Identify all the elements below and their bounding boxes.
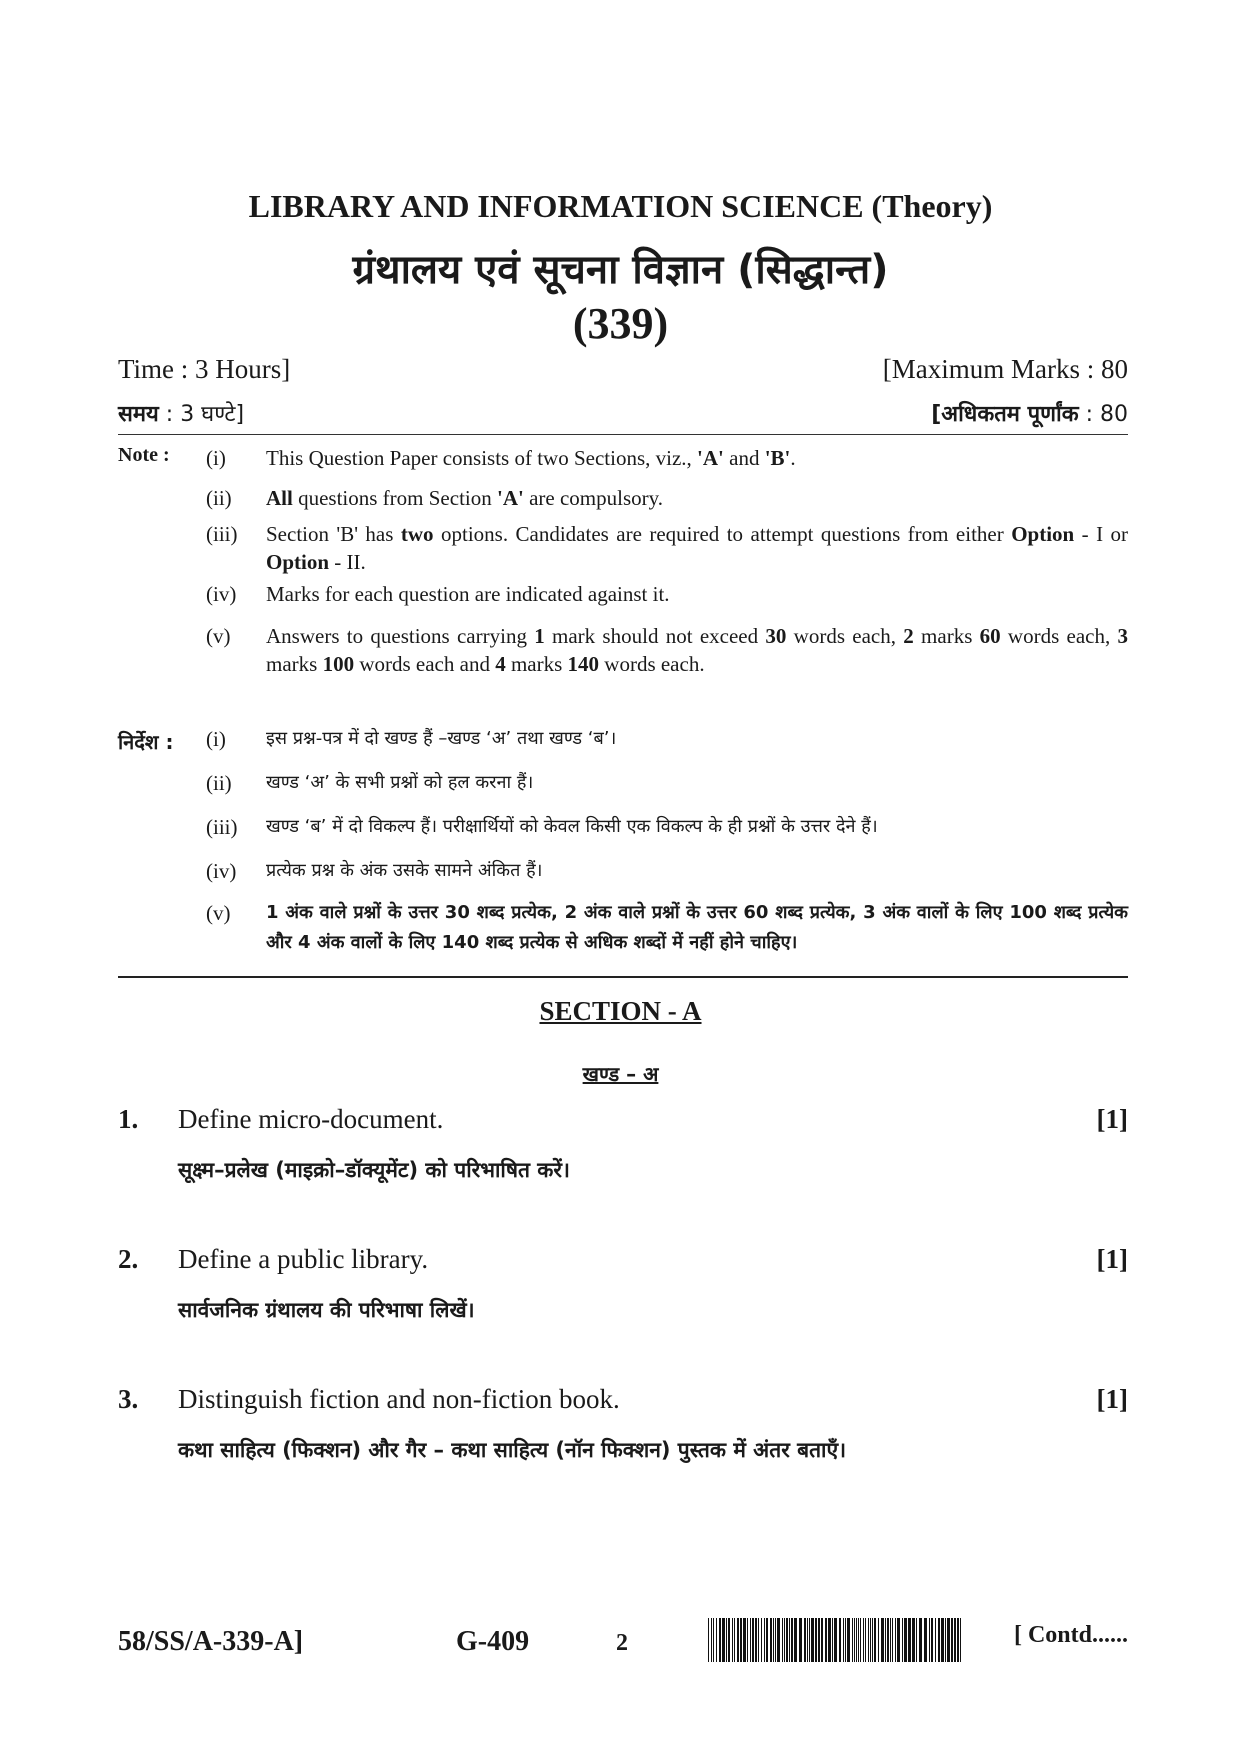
- max-marks-hindi-value: : 80: [1078, 402, 1128, 427]
- instructions-divider: [118, 976, 1128, 978]
- question-number: 3.: [118, 1384, 139, 1414]
- nidesh-item-text: इस प्रश्न-पत्र में दो खण्ड हैं –खण्ड ‘अ’ तथा खण्ड ‘ब’।: [266, 728, 617, 749]
- note-item-text: Answers to questions carrying 1 mark should not exceed 30 words each, 2 marks 60 words each, 3 marks 100 words each and 4 marks 140 words each.: [266, 624, 1129, 676]
- max-marks-hindi-label: [अधिकतम पूर्णांक: [931, 402, 1079, 427]
- barcode-bar: [892, 1618, 893, 1662]
- barcode-bar: [775, 1618, 776, 1662]
- barcode-bar: [935, 1618, 936, 1662]
- note-item-number: (i): [206, 446, 226, 470]
- question: [118, 1104, 1128, 1204]
- nidesh-item: [206, 768, 1128, 798]
- time-hindi: [118, 398, 244, 428]
- max-marks-hindi: [931, 398, 1128, 428]
- barcode-bar: [708, 1618, 709, 1662]
- barcode-bar: [777, 1618, 780, 1662]
- footer-series: G-409: [456, 1626, 530, 1657]
- barcode-bar: [804, 1618, 806, 1662]
- barcode-bar: [839, 1618, 841, 1662]
- barcode-bar: [916, 1618, 917, 1662]
- barcode-bar: [895, 1618, 896, 1662]
- nidesh-item: [206, 812, 1128, 842]
- nidesh-item-text: खण्ड ‘अ’ के सभी प्रश्नों को हल करना हैं।: [266, 772, 534, 793]
- barcode-bar: [722, 1618, 725, 1662]
- barcode-bar: [743, 1618, 746, 1662]
- barcode-bar: [734, 1618, 735, 1662]
- barcode-bar: [728, 1618, 730, 1662]
- barcode-bar: [919, 1618, 922, 1662]
- question-marks: [1]: [1096, 1104, 1128, 1134]
- question-text-english: Define micro-document.: [178, 1104, 444, 1134]
- barcode-bar: [863, 1618, 864, 1662]
- footer-page-number: 2: [616, 1630, 628, 1656]
- nidesh-item: [206, 856, 1128, 886]
- barcode-bar: [843, 1618, 844, 1662]
- barcode-bar: [872, 1618, 873, 1662]
- subject-title-english: LIBRARY AND INFORMATION SCIENCE (Theory): [248, 188, 993, 224]
- nidesh-item-number: (iii): [206, 815, 238, 839]
- barcode-bar: [870, 1618, 871, 1662]
- nidesh-item-text: 1 अंक वाले प्रश्नों के उत्तर 30 शब्द प्रत्येक, 2 अंक वाले प्रश्नों के उत्तर 60 शब्द प्रत्येक, 3 अंक वालों के लिए 100 शब्द प्रत्येक और 4 अंक वालों के लिए 140 शब्द प्रत्येक से अधिक शब्दों में नहीं होने चाहिए।: [266, 902, 1128, 953]
- barcode-bar: [860, 1618, 861, 1662]
- barcode-bar: [858, 1618, 859, 1662]
- max-marks-english: [Maximum Marks : 80: [882, 354, 1128, 384]
- barcode-bar: [764, 1618, 765, 1662]
- question-text-english: Define a public library.: [178, 1244, 429, 1274]
- barcode-bar: [818, 1618, 820, 1662]
- barcode-bar: [874, 1618, 876, 1662]
- barcode-bar: [747, 1618, 748, 1662]
- note-item: [206, 580, 1128, 608]
- barcode-bar: [834, 1618, 837, 1662]
- header-divider: [118, 434, 1128, 435]
- note-item-text: All questions from Section 'A' are compulsory.: [266, 486, 664, 510]
- barcode-bar: [782, 1618, 783, 1662]
- time-english: Time : 3 Hours]: [118, 354, 291, 384]
- subject-code: (339): [572, 299, 669, 348]
- barcode-bar: [711, 1618, 712, 1662]
- question-number: 1.: [118, 1104, 139, 1134]
- note-item-text: Marks for each question are indicated against it.: [266, 582, 670, 606]
- footer-paper-code: 58/SS/A-339-A]: [118, 1626, 304, 1657]
- barcode-bar: [786, 1618, 788, 1662]
- nidesh-item-number: (i): [206, 727, 226, 751]
- barcode-bar: [726, 1618, 727, 1662]
- note-item-number: (v): [206, 624, 231, 648]
- barcode-bar: [868, 1618, 869, 1662]
- question: [118, 1384, 1128, 1484]
- barcode-bar: [737, 1618, 739, 1662]
- barcode-bar: [929, 1618, 930, 1662]
- barcode-bar: [732, 1618, 733, 1662]
- barcode-bar: [799, 1618, 802, 1662]
- nidesh-item-number: (v): [206, 901, 231, 925]
- note-item-number: (iv): [206, 582, 237, 606]
- barcode-bar: [752, 1618, 754, 1662]
- note-label: Note :: [118, 444, 170, 466]
- note-item-number: (ii): [206, 486, 232, 510]
- barcode-bar: [791, 1618, 793, 1662]
- question-marks: [1]: [1096, 1384, 1128, 1414]
- barcode-bar: [951, 1618, 953, 1662]
- nidesh-item-number: (ii): [206, 771, 232, 795]
- barcode-bar: [821, 1618, 823, 1662]
- barcode-bar: [865, 1618, 866, 1662]
- barcode-bar: [758, 1618, 759, 1662]
- nidesh-label: निर्देश :: [118, 730, 174, 754]
- barcode-bar: [828, 1618, 831, 1662]
- note-item-text: Section 'B' has two options. Candidates are required to attempt questions from either Option - I or Option - II.: [266, 522, 1129, 574]
- barcode-image: [708, 1618, 962, 1662]
- time-hindi-value: : 3 घण्टे]: [158, 402, 245, 427]
- barcode-bar: [794, 1618, 797, 1662]
- barcode-bar: [750, 1618, 751, 1662]
- barcode-bar: [902, 1618, 903, 1662]
- subject-title-hindi: ग्रंथालय एवं सूचना विज्ञान (सिद्धान्त): [352, 247, 889, 293]
- barcode-bar: [713, 1618, 714, 1662]
- question-marks: [1]: [1096, 1244, 1128, 1274]
- section-title-hindi: खण्ड – अ: [582, 1062, 659, 1086]
- section-title-english: SECTION - A: [539, 996, 702, 1026]
- barcode-bar: [941, 1618, 944, 1662]
- barcode-bar: [947, 1618, 950, 1662]
- barcode-bar: [809, 1618, 810, 1662]
- barcode-bar: [904, 1618, 907, 1662]
- barcode-bar: [890, 1618, 891, 1662]
- barcode-bar: [825, 1618, 827, 1662]
- barcode-bar: [832, 1618, 833, 1662]
- barcode-bar: [740, 1618, 742, 1662]
- barcode-bar: [716, 1618, 717, 1662]
- barcode-bar: [878, 1618, 879, 1662]
- note-item-number: (iii): [206, 522, 238, 546]
- note-item: [206, 622, 1128, 678]
- nidesh-item-number: (iv): [206, 859, 237, 883]
- note-item-text: This Question Paper consists of two Sections, viz., 'A' and 'B'.: [266, 446, 796, 470]
- question-text-hindi: कथा साहित्य (फिक्शन) और गैर – कथा साहित्य (नॉन फिक्शन) पुस्तक में अंतर बताएँ।: [178, 1438, 847, 1462]
- barcode-bar: [931, 1618, 933, 1662]
- barcode-bar: [885, 1618, 886, 1662]
- nidesh-item: [206, 724, 1128, 754]
- question-text-english: Distinguish fiction and non-fiction book.: [178, 1384, 620, 1414]
- barcode-bar: [957, 1618, 959, 1662]
- barcode-bar: [856, 1618, 857, 1662]
- barcode-bar: [766, 1618, 768, 1662]
- barcode-bar: [912, 1618, 915, 1662]
- barcode-bar: [908, 1618, 911, 1662]
- question-number: 2.: [118, 1244, 139, 1274]
- nidesh-item-text: प्रत्येक प्रश्न के अंक उसके सामने अंकित हैं।: [266, 860, 543, 881]
- barcode-bar: [761, 1618, 762, 1662]
- barcode-bar: [811, 1618, 814, 1662]
- time-hindi-label: समय: [118, 402, 159, 427]
- nidesh-item-text: खण्ड ‘ब’ में दो विकल्प हैं। परीक्षार्थियों को केवल किसी एक विकल्प के ही प्रश्नों के उत्तर देने हैं।: [266, 816, 878, 837]
- barcode-bar: [945, 1618, 946, 1662]
- barcode-bar: [784, 1618, 785, 1662]
- nidesh-item: [206, 898, 1128, 958]
- barcode-bar: [719, 1618, 721, 1662]
- barcode-bar: [924, 1618, 927, 1662]
- barcode-bar: [938, 1618, 940, 1662]
- barcode-bar: [881, 1618, 884, 1662]
- barcode-bar: [773, 1618, 774, 1662]
- barcode-bar: [845, 1618, 846, 1662]
- barcode-bar: [960, 1618, 961, 1662]
- barcode-bar: [897, 1618, 900, 1662]
- question-text-hindi: सार्वजनिक ग्रंथालय की परिभाषा लिखें।: [178, 1298, 475, 1322]
- note-item: [206, 444, 1128, 472]
- barcode-bar: [755, 1618, 757, 1662]
- barcode-bar: [815, 1618, 817, 1662]
- question-text-hindi: सूक्ष्म–प्रलेख (माइक्रो–डॉक्यूमेंट) को परिभाषित करें।: [178, 1158, 570, 1182]
- barcode-bar: [887, 1618, 889, 1662]
- footer-contd: [ Contd......: [1013, 1622, 1128, 1648]
- barcode-bar: [807, 1618, 808, 1662]
- question: [118, 1244, 1128, 1344]
- barcode-bar: [847, 1618, 850, 1662]
- barcode-bar: [854, 1618, 855, 1662]
- barcode-bar: [954, 1618, 956, 1662]
- note-item: [206, 484, 1128, 512]
- barcode-bar: [852, 1618, 853, 1662]
- note-item: [206, 520, 1128, 576]
- barcode-bar: [770, 1618, 772, 1662]
- barcode-bar: [789, 1618, 790, 1662]
